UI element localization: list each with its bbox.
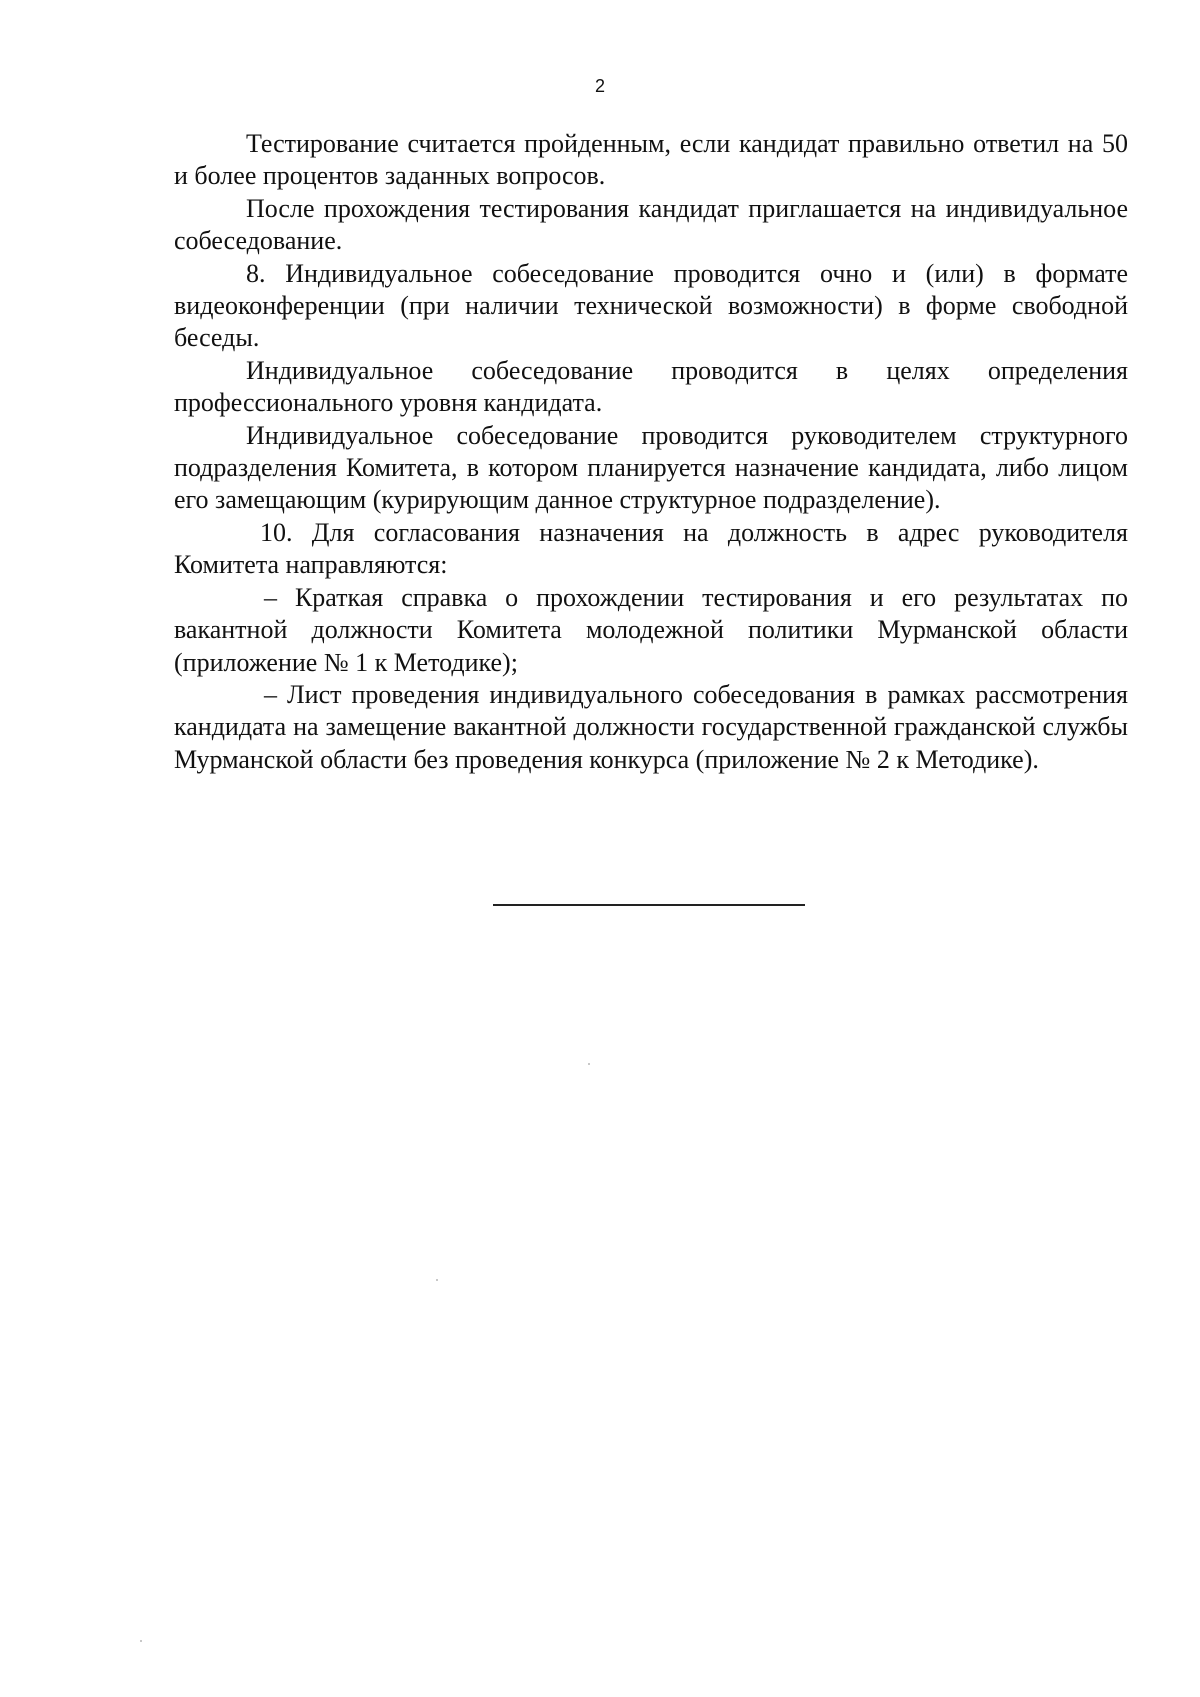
paragraph-item-10: 10. Для согласования назначения на должность в адрес руководителя Комитета направляются:	[174, 517, 1128, 580]
page-number: 2	[594, 76, 605, 96]
list-item-interview-sheet: – Лист проведения индивидуального собеседования в рамках рассмотрения кандидата на замещение вакантной должности государственной гражданской службы Мурманской области без проведения конкурса (приложение № 2 к Методике).	[174, 679, 1128, 774]
document-body	[174, 128, 1128, 776]
paragraph-invitation-interview: После прохождения тестирования кандидат приглашается на индивидуальное собеседование.	[174, 193, 1128, 256]
paragraph-interview-conductor: Индивидуальное собеседование проводится руководителем структурного подразделения Комитета, в котором планируется назначение кандидата, либо лицом его замещающим (курирующим данное структурное подразделение).	[174, 420, 1128, 515]
scan-speck	[436, 1279, 438, 1281]
paragraph-testing-passed: Тестирование считается пройденным, если кандидат правильно ответил на 50 и более процентов заданных вопросов.	[174, 129, 1128, 191]
paragraph-item-8: 8. Индивидуальное собеседование проводится очно и (или) в формате видеоконференции (при наличии технической возможности) в форме свободной беседы.	[174, 258, 1128, 353]
paragraph-interview-purpose: Индивидуальное собеседование проводится в целях определения профессионального уровня кандидата.	[174, 355, 1128, 418]
scan-speck	[588, 1063, 590, 1065]
list-item-testing-summary: – Краткая справка о прохождении тестирования и его результатах по вакантной должности Комитета молодежной политики Мурманской области (приложение № 1 к Методике);	[174, 582, 1128, 677]
scan-speck	[140, 1640, 142, 1642]
closing-separator-line	[493, 904, 805, 906]
